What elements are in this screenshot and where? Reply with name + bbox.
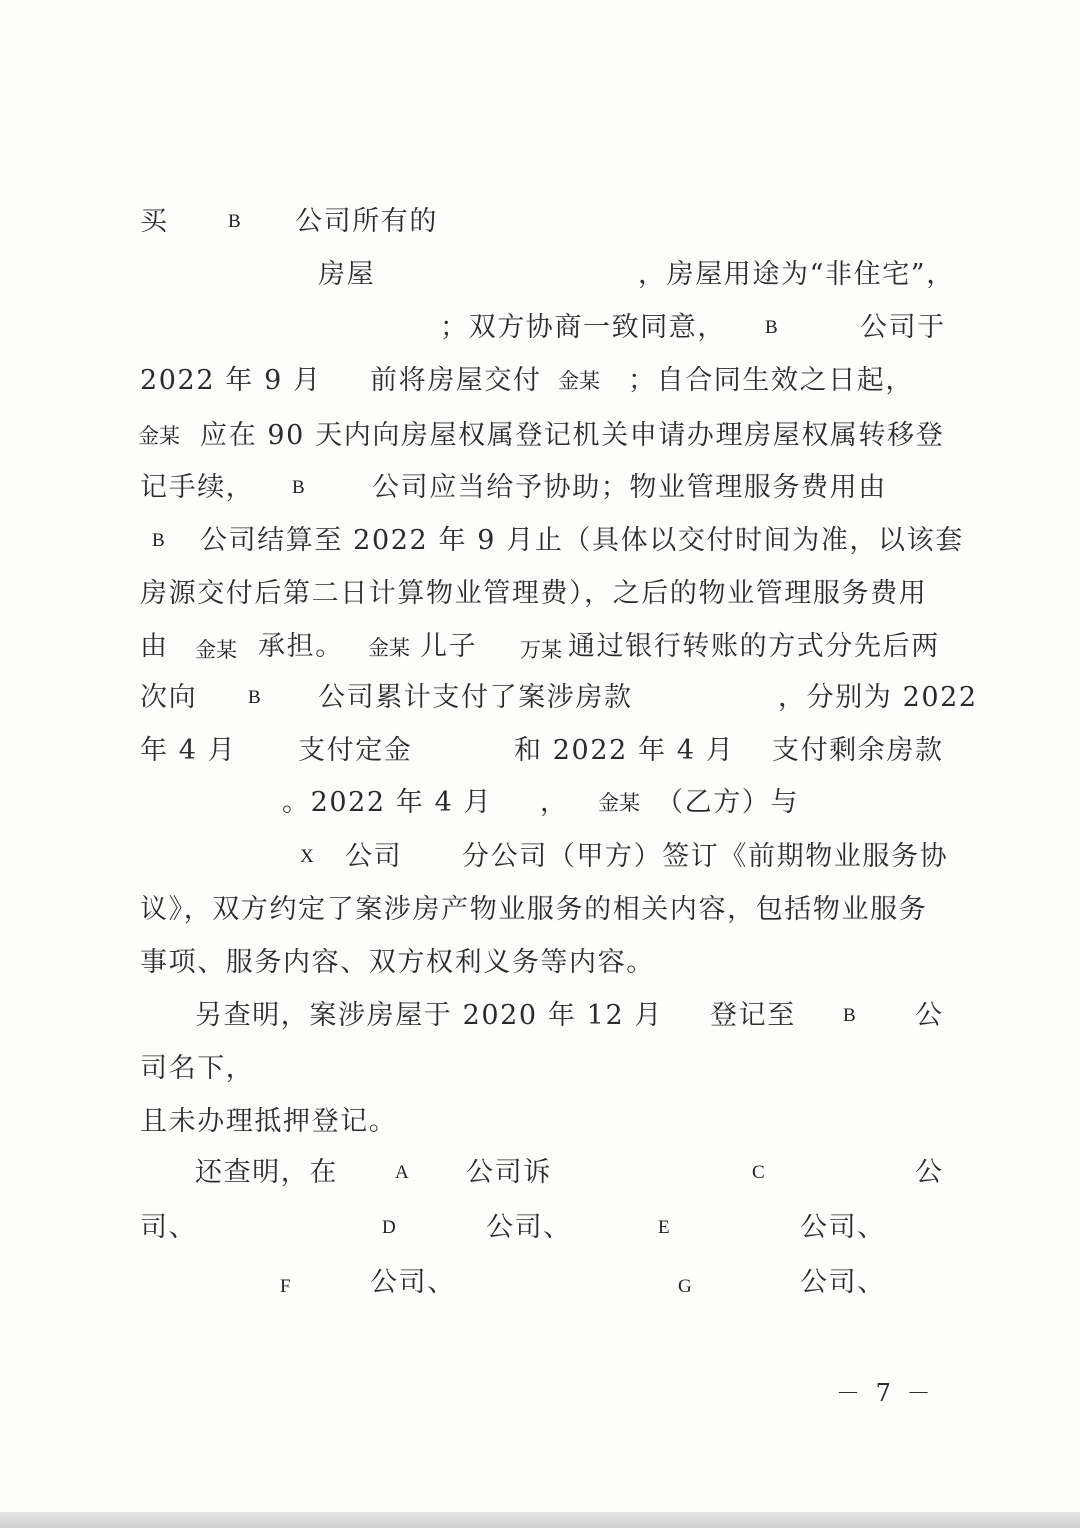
text-segment: 买 [140, 206, 169, 237]
text-segment: ， [540, 787, 569, 818]
company-code: B [765, 317, 778, 338]
text-segment: 还查明，在 [195, 1157, 338, 1188]
text-segment: 公司所有的 [295, 206, 438, 237]
company-code: G [678, 1276, 692, 1297]
text-segment: 前将房屋交付 [370, 365, 542, 396]
text-segment: 公 [915, 1000, 944, 1031]
text-segment: 由 [140, 631, 169, 662]
text-segment: 公司、 [486, 1212, 572, 1243]
text-segment: ，分别为 2022 [778, 682, 978, 713]
person-name: 金某 [368, 636, 410, 660]
person-name: 金某 [558, 369, 600, 393]
text-segment: 房源交付后第二日计算物业管理费），之后的物业管理服务费用 [140, 578, 928, 609]
text-segment: 公司、 [370, 1267, 456, 1298]
text-segment: 次向 [140, 682, 198, 713]
person-name: 金某 [598, 791, 640, 815]
text-segment: 公司 [345, 841, 403, 872]
text-segment: ；双方协商一致同意， [440, 312, 726, 343]
text-segment: 事项、服务内容、双方权利义务等内容。 [140, 947, 655, 978]
text-segment: 应在 90 天内向房屋权属登记机关申请办理房屋权属转移登 [200, 420, 945, 451]
text-segment: 承担。 [258, 631, 344, 662]
text-segment: 公司、 [800, 1212, 886, 1243]
company-code: E [658, 1217, 670, 1238]
text-segment: 且未办理抵押登记。 [140, 1106, 398, 1137]
text-segment: 公司于 [860, 312, 946, 343]
company-code: B [292, 477, 305, 498]
company-code: B [228, 211, 241, 232]
company-code: B [152, 530, 165, 551]
company-code: A [395, 1162, 409, 1183]
scan-edge [0, 1512, 1080, 1528]
text-segment: 公司诉 [466, 1157, 552, 1188]
text-segment: 另查明，案涉房屋于 2020 年 12 月 [195, 1000, 663, 1031]
text-segment: ；自合同生效之日起， [628, 365, 914, 396]
text-segment: （乙方）与 [656, 787, 799, 818]
company-code: C [752, 1162, 765, 1183]
text-segment: 支付定金 [298, 735, 413, 766]
text-segment: 公司累计支付了案涉房款 [318, 682, 633, 713]
text-segment: 记手续， [140, 472, 255, 503]
text-segment: 公司、 [800, 1267, 886, 1298]
company-code: B [843, 1005, 856, 1026]
text-segment: 年 4 月 [140, 735, 237, 766]
company-code: X [300, 846, 314, 867]
text-segment: 登记至 [710, 1000, 796, 1031]
text-segment: 公 [915, 1157, 944, 1188]
text-segment: 支付剩余房款 [772, 735, 944, 766]
text-segment: 议》，双方约定了案涉房产物业服务的相关内容，包括物业服务 [140, 894, 928, 925]
text-segment: 分公司（甲方）签订《前期物业服务协 [462, 841, 949, 872]
text-segment: 房屋 [318, 259, 376, 290]
text-segment: 2022 年 9 月 [140, 365, 322, 396]
text-segment: ，房屋用途为“非住宅”， [638, 259, 955, 290]
text-segment: 儿子 [420, 631, 478, 662]
person-name: 金某 [195, 638, 237, 662]
text-segment: 和 2022 年 4 月 [514, 735, 735, 766]
company-code: D [382, 1217, 396, 1238]
person-name: 金某 [138, 424, 180, 448]
text-segment: 。2022 年 4 月 [282, 787, 493, 818]
text-segment: 公司应当给予协助；物业管理服务费用由 [372, 472, 887, 503]
person-name: 万某 [520, 638, 562, 662]
text-segment: 通过银行转账的方式分先后两 [568, 631, 940, 662]
page-number: － 7 － [836, 1379, 935, 1407]
company-code: B [248, 687, 261, 708]
text-segment: 公司结算至 2022 年 9 月止（具体以交付时间为准，以该套 [200, 525, 964, 556]
company-code: F [280, 1276, 291, 1297]
text-segment: 司名下， [140, 1053, 255, 1084]
text-segment: 司、 [140, 1212, 198, 1243]
